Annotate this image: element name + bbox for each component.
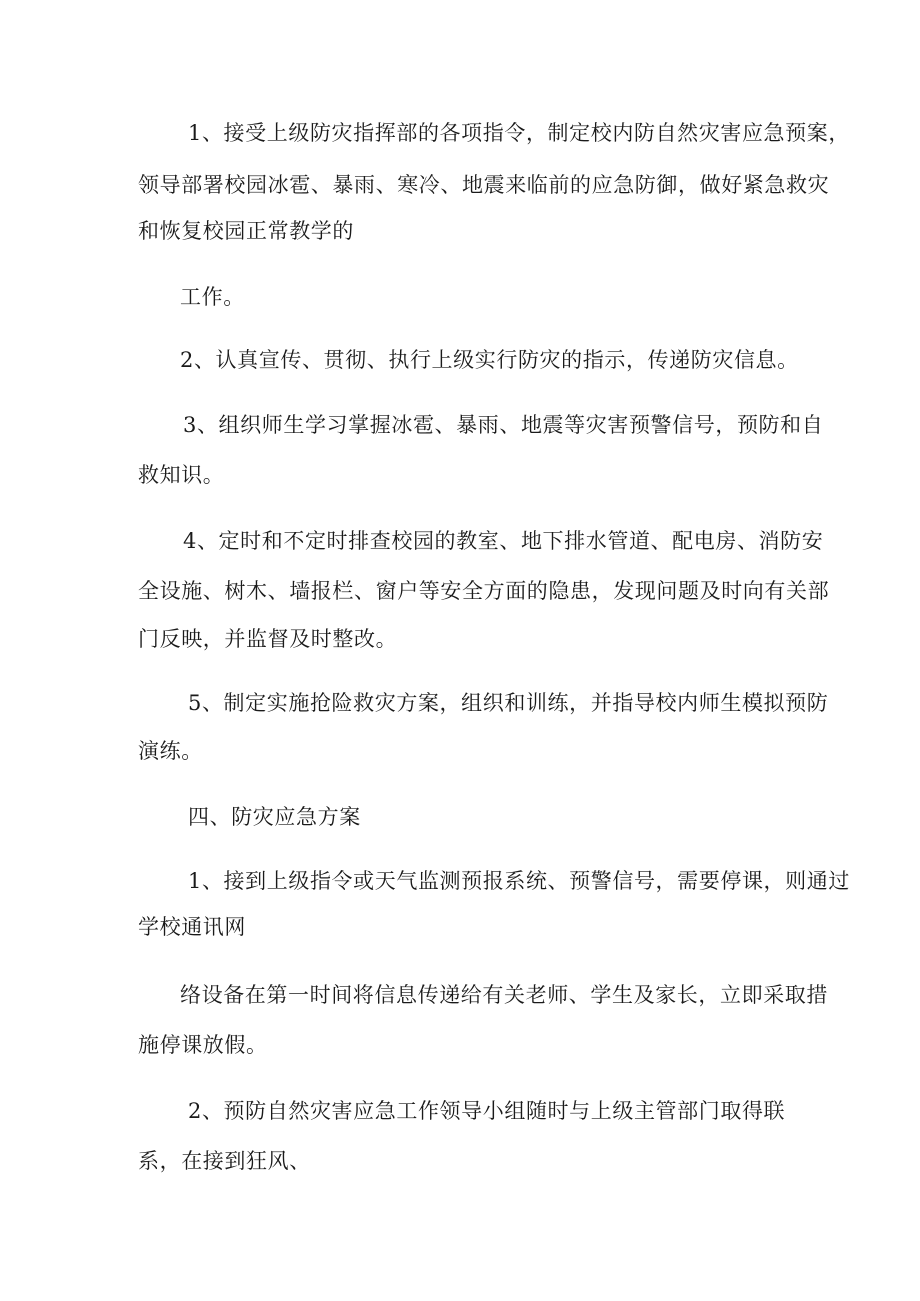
text-line: 系，在接到狂风、 [138, 1149, 311, 1173]
text-line: 3、组织师生学习掌握冰雹、暴雨、地震等灾害预警信号，预防和自 [183, 413, 824, 437]
text-line: 全设施、树木、墙报栏、窗户等安全方面的隐患，发现问题及时向有关部 [138, 579, 830, 603]
text-line: 1、接到上级指令或天气监测预报系统、预警信号，需要停课，则通过 [188, 869, 850, 893]
text-line: 工作。 [180, 285, 245, 309]
section-heading: 四、防灾应急方案 [188, 805, 361, 829]
text-line: 1、接受上级防灾指挥部的各项指令，制定校内防自然灾害应急预案， [188, 121, 850, 145]
text-line: 施停课放假。 [138, 1033, 268, 1057]
text-line: 2、预防自然灾害应急工作领导小组随时与上级主管部门取得联 [188, 1099, 786, 1123]
text-line: 2、认真宣传、贯彻、执行上级实行防灾的指示，传递防灾信息。 [180, 348, 799, 372]
text-line: 领导部署校园冰雹、暴雨、寒冷、地震来临前的应急防御，做好紧急救灾 [138, 173, 830, 197]
text-line: 学校通讯网 [138, 915, 246, 939]
text-line: 和恢复校园正常教学的 [138, 219, 354, 243]
text-line: 络设备在第一时间将信息传递给有关老师、学生及家长，立即采取措 [180, 983, 828, 1007]
text-line: 救知识。 [138, 463, 225, 487]
text-line: 演练。 [138, 739, 203, 763]
text-line: 4、定时和不定时排查校园的教室、地下排水管道、配电房、消防安 [183, 529, 824, 553]
text-line: 5、制定实施抢险救灾方案，组织和训练，并指导校内师生模拟预防 [188, 691, 829, 715]
text-line: 门反映，并监督及时整改。 [138, 627, 398, 651]
